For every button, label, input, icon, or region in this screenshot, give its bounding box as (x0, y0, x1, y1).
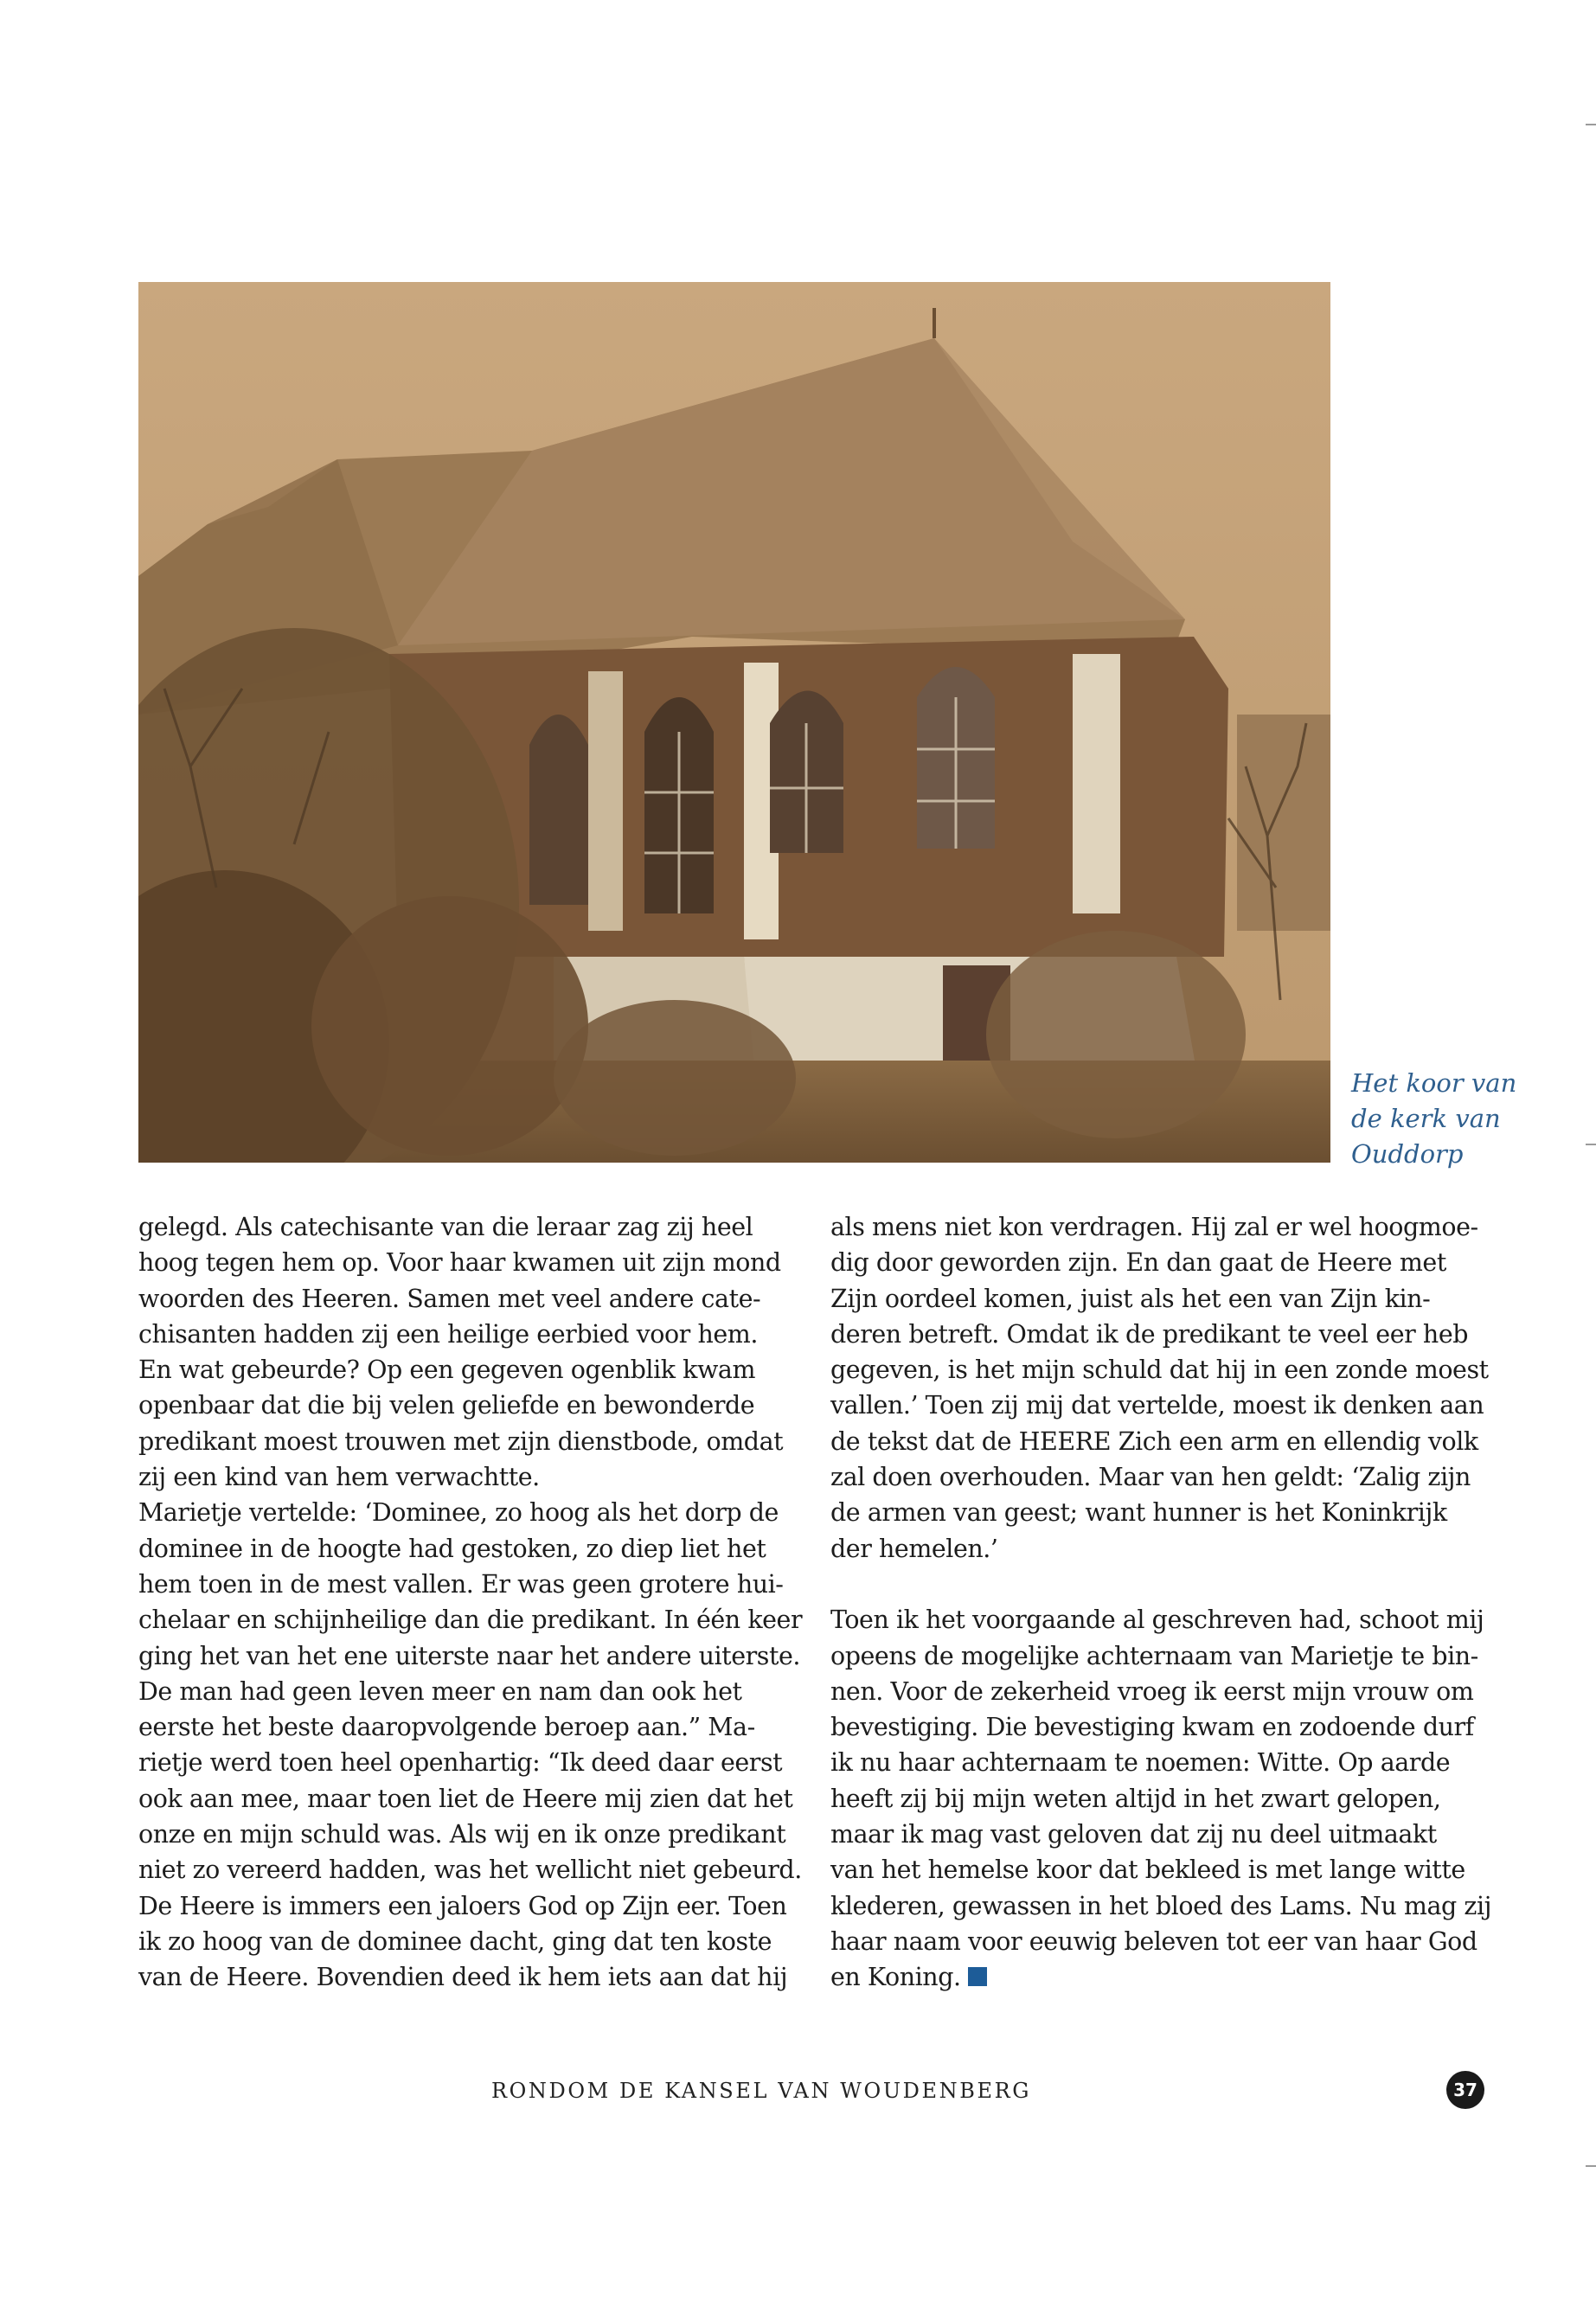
text-line: ik nu haar achternaam te noemen: Witte. Op aarde (830, 1748, 1451, 1778)
text-line: nen. Voor de zekerheid vroeg ik eerst mijn vrouw om (830, 1676, 1474, 1706)
right-text-column (830, 1209, 1492, 1996)
text-line: deren betreft. Omdat ik de predikant te veel eer heb (830, 1319, 1469, 1349)
text-line: als mens niet kon verdragen. Hij zal er wel hoogmoe- (830, 1213, 1478, 1241)
crop-mark (1586, 124, 1596, 125)
text-line: maar ik mag vast geloven dat zij nu deel uitmaakt (830, 1820, 1437, 1849)
church-choir-photo-icon (138, 282, 1330, 1163)
text-line: van het hemelse koor dat bekleed is met lange witte (830, 1856, 1465, 1885)
caption-line: Ouddorp (1351, 1139, 1464, 1169)
text-line: zal doen overhouden. Maar van hen geldt: ‘Zalig zijn (830, 1463, 1471, 1492)
text-line: chelaar en schijnheilige dan die predikant. In één keer (138, 1606, 803, 1635)
text-line: hoog tegen hem op. Voor haar kwamen uit zijn mond (138, 1248, 781, 1278)
text-line: openbaar dat die bij velen geliefde en bewonderde (138, 1391, 755, 1420)
text-line: opeens de mogelijke achternaam van Marietje te bin- (830, 1641, 1478, 1670)
text-line: de armen van geest; want hunner is het Koninkrijk (830, 1498, 1447, 1528)
text-line: niet zo vereerd hadden, was het wellicht niet gebeurd. (138, 1856, 802, 1885)
caption-line: de kerk van (1351, 1104, 1501, 1133)
text-line: haar naam voor eeuwig beleven tot eer van haar God (830, 1926, 1477, 1956)
text-line: dominee in de hoogte had gestoken, zo diep liet het (138, 1534, 766, 1563)
page-number-badge: 37 (1446, 2071, 1484, 2109)
last-text-line (830, 1959, 1488, 1995)
text-line: eerste het beste daaropvolgende beroep aan.” Ma- (138, 1713, 755, 1742)
text-line: De Heere is immers een jaloers God op Zijn eer. Toen (138, 1891, 787, 1920)
text-line: De man had geen leven meer en nam dan ook het (138, 1676, 742, 1706)
text-line: dig door geworden zijn. En dan gaat de Heere met (830, 1248, 1446, 1278)
text-line: der hemelen.’ (830, 1534, 998, 1563)
text-line: bevestiging. Die bevestiging kwam en zodoende durf (830, 1713, 1474, 1742)
text-line: Toen ik het voorgaande al geschreven had, schoot mij (830, 1606, 1484, 1635)
text-line: ik zo hoog van de dominee dacht, ging dat ten koste (138, 1926, 772, 1956)
text-line: predikant moest trouwen met zijn dienstbode, omdat (138, 1426, 784, 1456)
crop-mark (1586, 2165, 1596, 2167)
text-line: heeft zij bij mijn weten altijd in het zwart gelopen, (830, 1784, 1441, 1813)
text-line: klederen, gewassen in het bloed des Lams. Nu mag zij (830, 1891, 1492, 1920)
text-line: ging het van het ene uiterste naar het andere uiterste. (138, 1641, 800, 1670)
text-line: gelegd. Als catechisante van die leraar zag zij heel (138, 1213, 753, 1241)
text-line: hem toen in de mest vallen. Er was geen grotere hui- (138, 1569, 784, 1599)
paragraph-gap (830, 1567, 1488, 1602)
text-line: vallen.’ Toen zij mij dat vertelde, moest ik denken aan (830, 1391, 1484, 1420)
running-footer-title: RONDOM DE KANSEL VAN WOUDENBERG (490, 2079, 1032, 2103)
crop-mark (1586, 1144, 1596, 1145)
text-line: rietje werd toen heel openhartig: “Ik deed daar eerst (138, 1748, 783, 1778)
left-text-column (138, 1209, 803, 1996)
text-line: zij een kind van hem verwachtte. (138, 1463, 540, 1492)
text-line: chisanten hadden zij een heilige eerbied voor hem. (138, 1319, 758, 1349)
photo-caption (1351, 1066, 1576, 1172)
church-photo (138, 282, 1330, 1163)
text-line: en Koning. (830, 1963, 961, 1992)
text-line: onze en mijn schuld was. Als wij en ik onze predikant (138, 1820, 786, 1849)
end-of-article-square-icon (968, 1967, 987, 1986)
caption-line: Het koor van (1351, 1068, 1517, 1098)
text-line: Marietje vertelde: ‘Dominee, zo hoog als het dorp de (138, 1498, 779, 1528)
text-line: En wat gebeurde? Op een gegeven ogenblik kwam (138, 1356, 756, 1385)
text-line: woorden des Heeren. Samen met veel andere cate- (138, 1284, 761, 1313)
text-line: de tekst dat de HEERE Zich een arm en ellendig volk (830, 1426, 1478, 1456)
text-line: Zijn oordeel komen, juist als het een van Zijn kin- (830, 1284, 1431, 1313)
text-line: ook aan mee, maar toen liet de Heere mij zien dat het (138, 1784, 793, 1813)
text-line: van de Heere. Bovendien deed ik hem iets aan dat hij (138, 1963, 788, 1992)
text-line: gegeven, is het mijn schuld dat hij in een zonde moest (830, 1356, 1489, 1385)
